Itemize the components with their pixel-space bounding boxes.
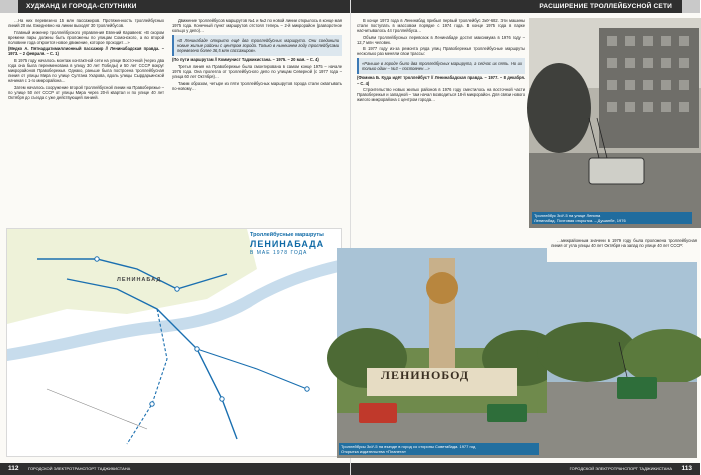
photo2-caption-box	[339, 443, 539, 455]
right-page-header	[351, 0, 700, 13]
map-city-label: ЛЕНИНАБАД	[117, 277, 162, 283]
right-bottom-column	[551, 238, 697, 262]
page-number: 112	[8, 465, 19, 472]
paragraph: Затем началось сооружение второй троллейбусной линии на Правобережье – по улице 50 лет СССР от улицы Мира через 20-й квартал и по улице 40 лет Октября до съезда с уже действующей линией.	[8, 84, 164, 100]
citation: (Медко А. Пятнадцатимиллионный пассажир // Ленинабадская правда. – 1973. – 2 февраля. – С. 1)	[8, 46, 164, 57]
citation: (Фомина Б. Куда идёт троллейбус? // Ленинабадская правда. – 1977. – 8 декабря. – С. 4)	[357, 75, 525, 86]
paragraph: Объём троллейбусных перевозок в Ленинабаде достиг максимума в 1976 году – 12,7 млн человек.	[357, 34, 525, 45]
map-title-line1: Троллейбусные маршруты	[250, 232, 324, 238]
right-column-1	[357, 18, 525, 238]
route-stop	[220, 397, 224, 401]
quote-box: «Раньше в городе было два троллейбусных маршрута, а сейчас их пять. Но их только один – №3 – постоянен…»	[357, 58, 525, 74]
left-column-1	[8, 18, 164, 225]
header-tab	[682, 0, 700, 13]
paragraph: Движение троллейбусов маршрутов №1 и №2 по новой линии открылось в конце мая 1975 года. Конечный пункт маршрутов отстоял теперь – 2-й микрорайон (разворотное кольцо у депо)…	[172, 18, 342, 34]
header-tab	[0, 0, 18, 13]
photo2-caption-source: Открытка издательства «Планета»	[341, 449, 406, 454]
footer-text: ГОРОДСКОЙ ЭЛЕКТРОТРАНСПОРТ ТАДЖИКИСТАНА	[28, 466, 131, 471]
route-stop	[195, 347, 199, 351]
map-title-line2: ЛЕНИНАБАДА	[250, 239, 325, 249]
street-trolleybus-photo	[529, 18, 701, 228]
left-page-footer	[0, 463, 350, 475]
road-line	[47, 389, 147, 429]
photo1-caption-source: Ленинабад. Почтовая открытка. – Душанбе, 1976	[534, 218, 626, 223]
trolleybus-route-map	[6, 228, 342, 457]
left-header-title: ХУДЖАНД И ГОРОДА-СПУТНИКИ	[26, 3, 137, 10]
route-stop	[175, 287, 179, 291]
left-page	[0, 0, 350, 475]
quote-box: «В Ленинабаде открыто ещё два троллейбусных маршрута. Они соединили новые жилые районы с центром города. Только в нынешнем году троллейбусами перевезено более 36,5 млн пассажиров».	[172, 35, 342, 56]
left-column-2	[172, 18, 342, 225]
map-drawing	[7, 229, 343, 458]
paragraph: Третья линия на Правобережье была смонтирована в самом конце 1975 – начале 1976 года. Она пролегла от троллейбусного депо по улицам Северной (с 1977 года – улица 60 лет Октября)…	[172, 63, 342, 80]
paragraph: …На них перевезено 15 млн пассажиров. Протяженность троллейбусных линий 20 км. Ежедневно на линии выходят 30 троллейбусов.	[8, 18, 164, 29]
route-stop	[305, 387, 309, 391]
paragraph: В 1977 году из-за ремонта ряда улиц Правобережья троллейбусные маршруты несколько раз меняли свои трассы:	[357, 46, 525, 57]
photo-illustration	[337, 248, 547, 458]
city-entrance-photo	[337, 248, 547, 458]
photo2-caption: Троллейбусы ЗиУ-5 на въезде в город со стороны Советабада. 1977 год	[341, 444, 476, 449]
paragraph: …межрайонным значени в 1979 году была проложена троллейбусная линия от угла улицы 40 лет Октября на запад по улице 40 лет СССР:	[551, 238, 697, 249]
left-page-header	[0, 0, 350, 13]
paragraph: Строительство новых жилых районов в 1976 году сместилось на восточной части Правобережья и западной – там начал возводиться 18-й микрорайон. Для связи нового жилого микрорайона с центром города…	[357, 86, 525, 103]
page-number: 113	[681, 465, 692, 472]
paragraph: Главный инженер троллейбусного управления Евгений Каравеев: «В скором времени пары должны быть проложены по улицам Сомонского, а во второй половине года откроется новое движение, которое проходит…»	[8, 29, 164, 45]
map-title-line3: В МАЕ 1978 ГОДА	[250, 250, 308, 256]
footer-text: ГОРОДСКОЙ ЭЛЕКТРОТРАНСПОРТ ТАДЖИКИСТАНА	[569, 466, 672, 471]
paragraph: В конце 1973 года в Ленинабад прибыл первый троллейбус ЗиУ-682. Эти машины стали поступать в массовом порядке с 1974 года. В конце 1975 года в парке насчитывалось 44 троллейбуса…	[357, 18, 525, 34]
map-title-block	[250, 232, 345, 257]
citation: (По пути маршрутам // Коммунист Таджикистана. – 1975. – 20 мая. – С. 4)	[172, 57, 319, 63]
route-stop	[95, 257, 99, 261]
route-stop	[150, 402, 154, 406]
right-page-footer	[351, 463, 700, 475]
right-header-title: РАСШИРЕНИЕ ТРОЛЛЕЙБУСНОЙ СЕТИ	[539, 3, 672, 10]
photo1-caption-box	[532, 212, 692, 224]
photo-illustration	[547, 262, 697, 458]
monument-sign-text: ЛЕНИНОБОД	[381, 368, 470, 382]
road-scene-photo	[547, 262, 697, 458]
paragraph: В 1975 году началось монтаж контактной сети на улице Восточной (через два года она была переименована в улицу 30 лет Победы) и 50 лет СССР вокруг микрорайонов Правобережья. Однако, раньше была построена троллейбусная линия от улицы Мира по улице Султана Ухарова, вдоль улицы Сырдарьинской начиная с 1-го микрорайона…	[8, 57, 164, 84]
right-page	[341, 0, 700, 475]
paragraph: Таким образом, четыре из пяти троллейбусных маршрутов города стали охватывать по-новому…	[172, 80, 342, 91]
photo1-caption: Троллейбус ЗиУ-5 на улице Ленина	[534, 213, 601, 218]
photo-illustration	[529, 18, 701, 228]
